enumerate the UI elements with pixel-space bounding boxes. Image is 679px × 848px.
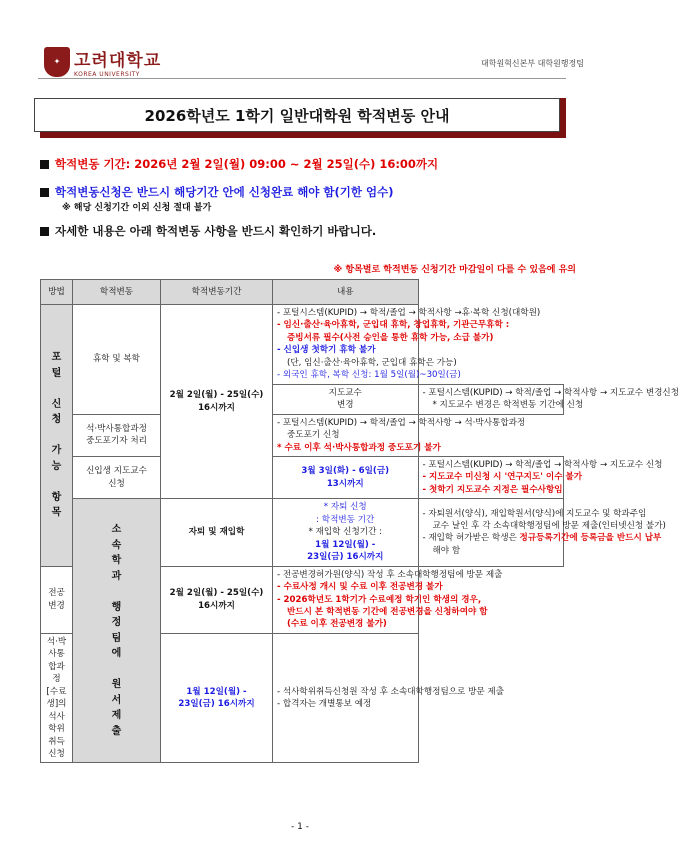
page-title: 2026학년도 1학기 일반대학원 학적변동 안내	[144, 106, 450, 125]
content-new-advisor: - 포털시스템(KUPID) → 학적/졸업 → 학적사항 → 지도교수 신청 - 지도교수 미신청 시 '연구지도' 이수 불가 - 첫학기 지도교수 지정은 필수사항임	[418, 456, 564, 498]
item-leave-return: 휴학 및 복학	[73, 305, 161, 415]
table-row	[41, 414, 564, 456]
bullet-deadline: 학적변동신청은 반드시 해당기간 안에 신청완료 해야 함(기한 엄수)	[40, 184, 580, 200]
deadline-warning: ※ 항목별로 학적변동 신청기간 마감일이 다를 수 있음에 유의	[333, 265, 576, 275]
period-withdraw-readmit: * 자퇴 신청 : 학적변동 기간 * 재입학 신청기간 : 1월 12일(월) - 23일(금) 16시까지	[273, 499, 419, 566]
period-major-change: 2월 2일(월) - 25일(수) 16시까지	[161, 566, 273, 633]
title-box	[34, 98, 560, 132]
category-portal: 포 털 신 청 가 능 항 목	[41, 305, 73, 567]
header-change: 학적변동	[73, 280, 161, 305]
content-leave-return: - 포털시스템(KUPID) → 학적/졸업 → 학적사항 →휴·복학 신청(대학원) - 임신·출산·육아휴학, 군입대 휴학, 창업휴학, 기관근무휴학 : 증빙서류 필수(사전 승인을 통한 휴학 가능, 소급 불가) - 신입생 첫학기 휴학 불가 (단, 임신·출산·육아휴학, 군입대 휴학은 가능) - 외국인 휴학, 복학 신청: 1월 5일(월)~30일(금)	[273, 305, 419, 385]
notice-bullets	[40, 156, 580, 239]
content-advisor-change: - 포털시스템(KUPID) → 학적/졸업 → 학적사항 → 지도교수 변경신청 * 지도교수 변경은 학적변동 기간에 신청	[418, 384, 564, 414]
header-divider	[38, 78, 566, 79]
content-integrated-withdraw: - 포털시스템(KUPID) → 학적/졸업 → 학적사항 → 석·박사통합과정 중도포기 신청 * 수료 이후 석·박사통합과정 중도포기 불가	[273, 414, 419, 456]
square-bullet-icon	[40, 188, 49, 197]
table-row	[41, 456, 564, 498]
content-major-change: - 전공변경허가원(양식) 작성 후 소속대학행정팀에 방문 제출 - 수료사정 개시 및 수료 이후 전공변경 불가 - 2026학년도 1학기가 수료예정 학기인 학생의 경우, 반드시 본 학적변동 기간에 전공변경을 신청하여야 함 (수료 이후 전공변경 불가)	[273, 566, 419, 633]
item-major-change: 전공변경	[41, 566, 73, 633]
status-change-table	[40, 279, 679, 763]
square-bullet-icon	[40, 160, 49, 169]
bullet-check: 자세한 내용은 아래 학적변동 사항을 반드시 확인하기 바랍니다.	[40, 223, 580, 239]
table-header-row	[41, 280, 564, 305]
table-row	[41, 305, 564, 385]
item-masters-degree: 석·박사통합과정 [수료생]의 석사학위 취득 신청	[41, 633, 73, 763]
table-row	[41, 499, 564, 566]
item-withdraw-readmit: 자퇴 및 재입학	[161, 499, 273, 566]
header-period: 학적변동기간	[161, 280, 273, 305]
logo-subtext: KOREA UNIVERSITY	[74, 71, 140, 78]
category-office: 소 속 학 과 행 정 팀 에 원 서 제 출	[73, 499, 161, 763]
bullet-period: 학적변동 기간: 2026년 2월 2일(월) 09:00 ~ 2월 25일(수) 16:00까지	[40, 156, 580, 172]
deadline-note: ※ 해당 신청기간 이외 신청 절대 불가	[62, 203, 212, 213]
period-masters-degree: 1월 12일(월) - 23일(금) 16시까지	[161, 633, 273, 763]
department-label: 대학원혁신본부 대학원행정팀	[480, 59, 584, 68]
content-withdraw-readmit: - 자퇴원서(양식), 재입학원서(양식)에 지도교수 및 학과주임 교수 날인 후 각 소속대학행정팀에 방문 제출(인터넷신청 불가) - 재입학 허가받은 학생은 정규등록기간에 등록금을 반드시 납부 해야 함	[418, 499, 564, 566]
header-content: 내용	[273, 280, 419, 305]
item-integrated-withdraw: 석·박사통합과정 중도포기자 처리	[73, 414, 161, 456]
page-header	[0, 0, 600, 90]
item-advisor-change: 지도교수 변경	[273, 384, 419, 414]
content-masters-degree: - 석사학위취득신청원 작성 후 소속대학행정팀으로 방문 제출 - 합격자는 개별통보 예정	[273, 633, 419, 763]
university-logo	[44, 46, 161, 78]
period-new-advisor: 3월 3일(화) - 6일(금) 13시까지	[273, 456, 419, 498]
crest-icon: ✦	[44, 47, 70, 77]
page-number: - 1 -	[291, 822, 309, 832]
item-new-advisor: 신입생 지도교수 신청	[73, 456, 161, 498]
logo-text: 고려대학교	[74, 51, 162, 71]
header-method: 방법	[41, 280, 73, 305]
period-main: 2월 2일(월) - 25일(수) 16시까지	[161, 305, 273, 499]
square-bullet-icon	[40, 227, 49, 236]
